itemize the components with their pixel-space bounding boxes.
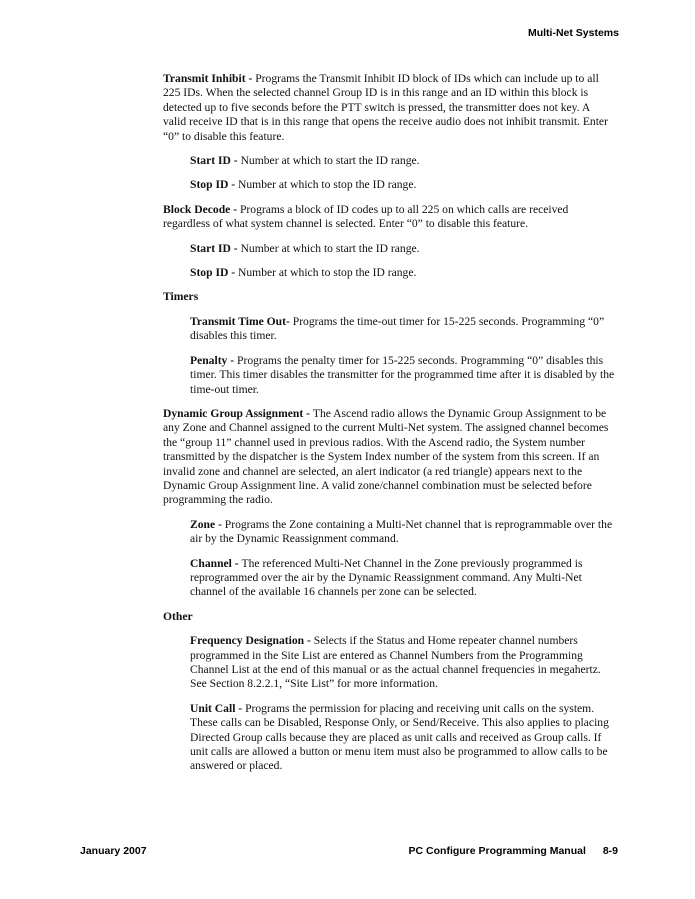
footer-page-number: 8-9 (602, 845, 618, 857)
paragraph-lead: Penalty - (190, 353, 238, 367)
paragraph-lead: Channel - (190, 556, 242, 570)
paragraph: Zone - Programs the Zone containing a Multi-Net channel that is reprogrammable over the air by the Dynamic Reassignment command. (190, 517, 613, 546)
paragraph-lead: Start ID - (190, 241, 241, 255)
document-body (163, 72, 615, 784)
section-heading: Other (163, 609, 193, 623)
paragraph-lead: Frequency Designation - (190, 634, 314, 648)
page-header (528, 27, 619, 39)
paragraph-lead: Zone - (190, 517, 225, 531)
paragraph-lead: Start ID - (190, 154, 241, 168)
paragraph-lead: Stop ID - (190, 266, 238, 280)
paragraph: Transmit Time Out- Programs the time-out timer for 15-225 seconds. Programming “0” disables this timer. (190, 314, 605, 343)
paragraph: Channel - The referenced Multi-Net Channel in the Zone previously programmed is reprogrammed over the air by the Dynamic Reassignment command. Any Multi-Net channel of the available 16 channels per zone can be selected. (190, 556, 583, 599)
footer-date: January 2007 (80, 845, 147, 857)
paragraph: Frequency Designation - Selects if the Status and Home repeater channel numbers programmed in the Site List are entered as Channel Numbers from the Programming Channel List at the end of this manual or as the actual channel frequencies in megahertz. See Section 8.2.2.1, “Site List” for more information. (190, 634, 601, 691)
paragraph-lead: Dynamic Group Assignment - (163, 406, 313, 420)
paragraph: Transmit Inhibit - Programs the Transmit Inhibit ID block of IDs which can include up to all 225 IDs. When the selected channel Group ID is in this range and an ID within this block is detected up to five seconds before the PTT switch is pressed, the transmitter does not key. A valid receive ID that is in this range that opens the receive audio does not inhibit transmit. Enter “0” to disable this feature. (163, 72, 608, 143)
footer-manual-info (409, 845, 618, 857)
paragraph: Start ID - Number at which to start the ID range. (190, 154, 420, 168)
paragraph: Stop ID - Number at which to stop the ID range. (190, 178, 417, 192)
footer-manual-title: PC Configure Programming Manual (408, 845, 586, 857)
paragraph: Penalty - Programs the penalty timer for 15-225 seconds. Programming “0” disables this timer. This timer disables the transmitter for the programmed time after it is disabled by the time-out timer. (190, 353, 615, 396)
paragraph-lead: Unit Call - (190, 701, 246, 715)
header-title: Multi-Net Systems (527, 27, 619, 39)
page-footer (80, 845, 618, 857)
paragraph: Start ID - Number at which to start the ID range. (190, 241, 420, 255)
paragraph: Block Decode - Programs a block of ID codes up to all 225 on which calls are received regardless of what system channel is selected. Enter “0” to disable this feature. (163, 202, 569, 231)
section-heading: Timers (163, 290, 199, 304)
paragraph: Stop ID - Number at which to stop the ID range. (190, 266, 417, 280)
paragraph-lead: Block Decode - (163, 202, 240, 216)
paragraph-lead: Transmit Inhibit - (163, 72, 256, 85)
paragraph: Unit Call - Programs the permission for placing and receiving unit calls on the system. These calls can be Disabled, Response Only, or Send/Receive. This also applies to placing Directed Group calls because they are placed as unit calls and received as Group calls. If unit calls are allowed a button or menu item must also be programmed to allow calls to be answered or placed. (190, 701, 609, 773)
paragraph: Dynamic Group Assignment - The Ascend radio allows the Dynamic Group Assignment to be any Zone and Channel assigned to the current Multi-Net system. The assigned channel becomes the “group 11” channel used in previous radios. With the Ascend radio, the System number transmitted by the dispatcher is the System Index number of the system from this screen. If an invalid zone and channel are selected, an alert indicator (a red triangle) appears next to the Dynamic Group Assignment line. A valid zone/channel combination must be selected before programming the radio. (163, 406, 609, 507)
paragraph-lead: Stop ID - (190, 178, 238, 192)
paragraph-lead: Transmit Time Out- (190, 314, 293, 328)
